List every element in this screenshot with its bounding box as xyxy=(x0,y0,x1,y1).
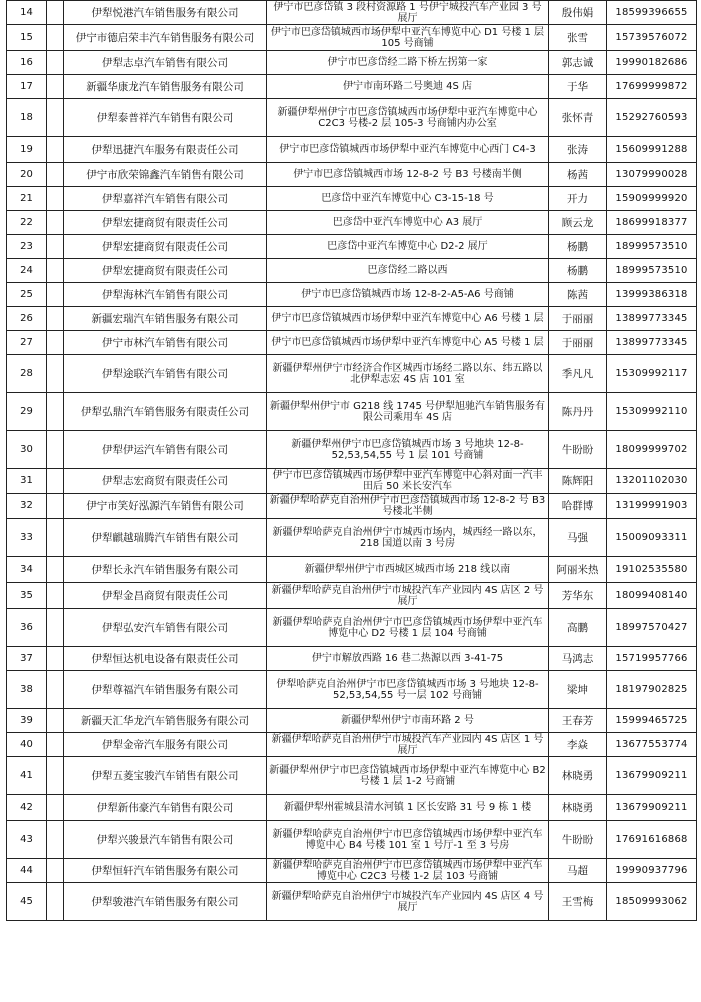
blank-cell xyxy=(47,163,64,187)
blank-cell xyxy=(47,283,64,307)
contact-person: 开力 xyxy=(549,187,607,211)
contact-phone: 15609991288 xyxy=(607,137,697,163)
company-name: 伊犁金帝汽车服务有限公司 xyxy=(64,733,267,757)
blank-cell xyxy=(47,235,64,259)
contact-phone: 18999573510 xyxy=(607,259,697,283)
contact-phone: 15309992117 xyxy=(607,355,697,393)
company-name: 伊犁志卓汽车销售有限公司 xyxy=(64,51,267,75)
table-row xyxy=(7,557,697,583)
row-number: 26 xyxy=(7,307,47,331)
contact-phone: 13899773345 xyxy=(607,331,697,355)
blank-cell xyxy=(47,583,64,609)
table-row xyxy=(7,647,697,671)
dealer-table-body xyxy=(7,1,697,921)
company-address: 伊宁市巴彦岱经二路下桥左拐第一家 xyxy=(267,51,549,75)
contact-person: 牛盼盼 xyxy=(549,431,607,469)
row-number: 37 xyxy=(7,647,47,671)
contact-phone: 18099999702 xyxy=(607,431,697,469)
row-number: 42 xyxy=(7,795,47,821)
row-number: 20 xyxy=(7,163,47,187)
table-row xyxy=(7,733,697,757)
row-number: 45 xyxy=(7,883,47,921)
blank-cell xyxy=(47,709,64,733)
table-row xyxy=(7,821,697,859)
contact-person: 林晓勇 xyxy=(549,795,607,821)
table-row xyxy=(7,51,697,75)
blank-cell xyxy=(47,494,64,519)
company-name: 伊犁悦港汽车销售服务有限公司 xyxy=(64,1,267,25)
company-address: 新疆伊犁州伊宁市巴彦岱镇城西市场伊犁中亚汽车博览中心 B2 号楼 1 层 1-2 号商铺 xyxy=(267,757,549,795)
row-number: 30 xyxy=(7,431,47,469)
contact-person: 张雪 xyxy=(549,25,607,51)
row-number: 14 xyxy=(7,1,47,25)
company-address: 新疆伊犁哈萨克自治州伊宁市城投汽车产业园内 4S 店区 4 号展厅 xyxy=(267,883,549,921)
company-address: 新疆伊犁哈萨克自治州伊宁市巴彦岱镇城西市场伊犁中亚汽车博览中心 B4 号楼 101 室 1 号厅-1 至 3 号房 xyxy=(267,821,549,859)
company-address: 巴彦岱经二路以西 xyxy=(267,259,549,283)
company-address: 新疆伊犁州伊宁市西城区城西市场 218 线以南 xyxy=(267,557,549,583)
company-name: 伊犁尊福汽车销售服务有限公司 xyxy=(64,671,267,709)
table-row xyxy=(7,671,697,709)
contact-phone: 13999386318 xyxy=(607,283,697,307)
contact-person: 于丽丽 xyxy=(549,307,607,331)
contact-person: 马超 xyxy=(549,859,607,883)
company-name: 伊犁五菱宝骏汽车销售有限公司 xyxy=(64,757,267,795)
contact-phone: 18509993062 xyxy=(607,883,697,921)
table-row xyxy=(7,609,697,647)
blank-cell xyxy=(47,557,64,583)
row-number: 35 xyxy=(7,583,47,609)
row-number: 22 xyxy=(7,211,47,235)
company-name: 伊犁海林汽车销售有限公司 xyxy=(64,283,267,307)
contact-person: 杨鹏 xyxy=(549,235,607,259)
table-row xyxy=(7,331,697,355)
row-number: 17 xyxy=(7,75,47,99)
company-name: 伊犁新伟豪汽车销售有限公司 xyxy=(64,795,267,821)
table-row xyxy=(7,137,697,163)
row-number: 38 xyxy=(7,671,47,709)
table-row xyxy=(7,795,697,821)
company-name: 伊犁途联汽车销售有限公司 xyxy=(64,355,267,393)
company-name: 伊犁长永汽车销售服务有限公司 xyxy=(64,557,267,583)
blank-cell xyxy=(47,821,64,859)
table-row xyxy=(7,469,697,494)
company-address: 新疆伊犁州伊宁市南环路 2 号 xyxy=(267,709,549,733)
row-number: 21 xyxy=(7,187,47,211)
blank-cell xyxy=(47,519,64,557)
company-name: 伊犁金昌商贸有限责任公司 xyxy=(64,583,267,609)
contact-phone: 18197902825 xyxy=(607,671,697,709)
company-address: 新疆伊犁州伊宁市经济合作区城西市场经二路以东、纬五路以北伊犁志宏 4S 店 101 室 xyxy=(267,355,549,393)
contact-phone: 15292760593 xyxy=(607,99,697,137)
table-row xyxy=(7,519,697,557)
blank-cell xyxy=(47,431,64,469)
contact-phone: 13679909211 xyxy=(607,795,697,821)
table-row xyxy=(7,709,697,733)
contact-person: 王雪梅 xyxy=(549,883,607,921)
contact-person: 高鹏 xyxy=(549,609,607,647)
contact-phone: 19990182686 xyxy=(607,51,697,75)
table-row xyxy=(7,883,697,921)
company-address: 伊宁市巴彦岱镇城西市场 12-8-2-A5-A6 号商铺 xyxy=(267,283,549,307)
blank-cell xyxy=(47,883,64,921)
blank-cell xyxy=(47,25,64,51)
contact-person: 李焱 xyxy=(549,733,607,757)
contact-person: 芳华东 xyxy=(549,583,607,609)
contact-phone: 19990937796 xyxy=(607,859,697,883)
company-address: 伊宁市巴彦岱镇城西市场伊犁中亚汽车博览中心 A6 号楼 1 层 xyxy=(267,307,549,331)
row-number: 43 xyxy=(7,821,47,859)
blank-cell xyxy=(47,307,64,331)
table-row xyxy=(7,99,697,137)
contact-person: 郭志诚 xyxy=(549,51,607,75)
row-number: 18 xyxy=(7,99,47,137)
company-name: 伊宁市林汽车销售有限公司 xyxy=(64,331,267,355)
contact-person: 马强 xyxy=(549,519,607,557)
table-row xyxy=(7,75,697,99)
contact-person: 陈丹丹 xyxy=(549,393,607,431)
company-address: 伊宁市巴彦岱镇城西市场伊犁中亚汽车博览中心西门 C4-3 xyxy=(267,137,549,163)
contact-person: 马鸿志 xyxy=(549,647,607,671)
contact-person: 季凡凡 xyxy=(549,355,607,393)
contact-phone: 18997570427 xyxy=(607,609,697,647)
company-address: 新疆伊犁哈萨克自治州伊宁市巴彦岱镇城西市场伊犁中亚汽车博览中心 C2C3 号楼 1-2 层 103 号商铺 xyxy=(267,859,549,883)
contact-person: 陈茜 xyxy=(549,283,607,307)
row-number: 23 xyxy=(7,235,47,259)
contact-phone: 17699999872 xyxy=(607,75,697,99)
company-address: 巴彦岱中亚汽车博览中心 A3 展厅 xyxy=(267,211,549,235)
row-number: 40 xyxy=(7,733,47,757)
contact-person: 杨茜 xyxy=(549,163,607,187)
table-row xyxy=(7,25,697,51)
contact-phone: 18099408140 xyxy=(607,583,697,609)
blank-cell xyxy=(47,99,64,137)
blank-cell xyxy=(47,469,64,494)
blank-cell xyxy=(47,51,64,75)
company-name: 新疆华康龙汽车销售服务有限公司 xyxy=(64,75,267,99)
company-name: 伊宁市笑好泓源汽车销售有限公司 xyxy=(64,494,267,519)
company-address: 新疆伊犁哈萨克自治州伊宁市巴彦岱镇城西市场伊犁中亚汽车博览中心 D2 号楼 1 层 104 号商铺 xyxy=(267,609,549,647)
company-address: 伊宁市巴彦岱镇城西市场伊犁中亚汽车博览中心 A5 号楼 1 层 xyxy=(267,331,549,355)
dealer-table xyxy=(6,0,697,921)
row-number: 41 xyxy=(7,757,47,795)
table-row xyxy=(7,259,697,283)
contact-person: 阿丽米热 xyxy=(549,557,607,583)
company-address: 巴彦岱中亚汽车博览中心 C3-15-18 号 xyxy=(267,187,549,211)
blank-cell xyxy=(47,671,64,709)
contact-phone: 13679909211 xyxy=(607,757,697,795)
table-row xyxy=(7,163,697,187)
company-address: 伊宁市巴彦岱镇城西市场 12-8-2 号 B3 号楼南半侧 xyxy=(267,163,549,187)
row-number: 34 xyxy=(7,557,47,583)
table-row xyxy=(7,235,697,259)
blank-cell xyxy=(47,259,64,283)
contact-person: 殷伟娟 xyxy=(549,1,607,25)
company-name: 伊犁嘉祥汽车销售有限公司 xyxy=(64,187,267,211)
table-row xyxy=(7,187,697,211)
contact-phone: 15009093311 xyxy=(607,519,697,557)
contact-phone: 13201102030 xyxy=(607,469,697,494)
contact-phone: 13199991903 xyxy=(607,494,697,519)
blank-cell xyxy=(47,331,64,355)
contact-phone: 18999573510 xyxy=(607,235,697,259)
blank-cell xyxy=(47,757,64,795)
contact-phone: 15719957766 xyxy=(607,647,697,671)
blank-cell xyxy=(47,1,64,25)
company-address: 新疆伊犁哈萨克自治州伊宁市城投汽车产业园内 4S 店区 2 号展厅 xyxy=(267,583,549,609)
row-number: 32 xyxy=(7,494,47,519)
contact-person: 王春芳 xyxy=(549,709,607,733)
contact-phone: 15909999920 xyxy=(607,187,697,211)
company-name: 伊犁麒越瑞腾汽车销售有限公司 xyxy=(64,519,267,557)
company-address: 新疆伊犁州霍城县清水河镇 1 区长安路 31 号 9 栋 1 楼 xyxy=(267,795,549,821)
contact-person: 于丽丽 xyxy=(549,331,607,355)
company-name: 新疆宏瑞汽车销售服务有限公司 xyxy=(64,307,267,331)
company-address: 新疆伊犁州伊宁市巴彦岱镇城西市场 3 号地块 12-8-52,53,54,55 号 1 层 101 号商铺 xyxy=(267,431,549,469)
table-row xyxy=(7,494,697,519)
blank-cell xyxy=(47,609,64,647)
blank-cell xyxy=(47,75,64,99)
company-name: 伊犁兴骏景汽车销售有限公司 xyxy=(64,821,267,859)
contact-person: 哈群博 xyxy=(549,494,607,519)
company-name: 伊犁恒达机电设备有限责任公司 xyxy=(64,647,267,671)
company-address: 新疆伊犁州伊宁市 G218 线 1745 号伊犁旭驰汽车销售服务有限公司乘用车 4S 店 xyxy=(267,393,549,431)
row-number: 44 xyxy=(7,859,47,883)
company-address: 伊宁市南环路二号奥迪 4S 店 xyxy=(267,75,549,99)
contact-phone: 18599396655 xyxy=(607,1,697,25)
row-number: 24 xyxy=(7,259,47,283)
blank-cell xyxy=(47,393,64,431)
contact-phone: 13079990028 xyxy=(607,163,697,187)
contact-person: 顾云龙 xyxy=(549,211,607,235)
table-row xyxy=(7,355,697,393)
company-address: 巴彦岱中亚汽车博览中心 D2-2 展厅 xyxy=(267,235,549,259)
company-address: 伊宁市巴彦岱镇城西市场伊犁中亚汽车博览中心 D1 号楼 1 层 105 号商铺 xyxy=(267,25,549,51)
company-name: 新疆天汇华龙汽车销售服务有限公司 xyxy=(64,709,267,733)
company-name: 伊犁弘鼎汽车销售服务有限责任公司 xyxy=(64,393,267,431)
table-row xyxy=(7,1,697,25)
blank-cell xyxy=(47,733,64,757)
company-address: 伊宁市巴彦岱镇 3 段村资源路 1 号伊宁城投汽车产业园 3 号展厅 xyxy=(267,1,549,25)
company-name: 伊犁伊运汽车销售有限公司 xyxy=(64,431,267,469)
contact-person: 牛盼盼 xyxy=(549,821,607,859)
contact-person: 张涛 xyxy=(549,137,607,163)
blank-cell xyxy=(47,795,64,821)
row-number: 28 xyxy=(7,355,47,393)
company-address: 伊宁市巴彦岱镇城西市场伊犁中亚汽车博览中心斜对面一汽丰田后 50 米长安汽车 xyxy=(267,469,549,494)
row-number: 19 xyxy=(7,137,47,163)
company-address: 伊宁市解放西路 16 巷二热源以西 3-41-75 xyxy=(267,647,549,671)
contact-phone: 13899773345 xyxy=(607,307,697,331)
contact-phone: 18699918377 xyxy=(607,211,697,235)
table-row xyxy=(7,393,697,431)
company-name: 伊犁迅捷汽车服务有限责任公司 xyxy=(64,137,267,163)
table-row xyxy=(7,859,697,883)
contact-phone: 15999465725 xyxy=(607,709,697,733)
company-name: 伊犁弘安汽车销售有限公司 xyxy=(64,609,267,647)
company-name: 伊犁宏捷商贸有限责任公司 xyxy=(64,235,267,259)
row-number: 36 xyxy=(7,609,47,647)
company-address: 新疆伊犁哈萨克自治州伊宁市巴彦岱镇城西市场 12-8-2 号 B3 号楼北半侧 xyxy=(267,494,549,519)
row-number: 33 xyxy=(7,519,47,557)
company-name: 伊犁宏捷商贸有限责任公司 xyxy=(64,211,267,235)
table-row xyxy=(7,283,697,307)
table-row xyxy=(7,757,697,795)
row-number: 25 xyxy=(7,283,47,307)
table-row xyxy=(7,211,697,235)
contact-phone: 19102535580 xyxy=(607,557,697,583)
blank-cell xyxy=(47,137,64,163)
contact-person: 杨鹏 xyxy=(549,259,607,283)
company-name: 伊犁泰普祥汽车销售有限公司 xyxy=(64,99,267,137)
row-number: 29 xyxy=(7,393,47,431)
blank-cell xyxy=(47,187,64,211)
row-number: 15 xyxy=(7,25,47,51)
blank-cell xyxy=(47,859,64,883)
row-number: 27 xyxy=(7,331,47,355)
company-name: 伊犁宏捷商贸有限责任公司 xyxy=(64,259,267,283)
contact-person: 陈辉阳 xyxy=(549,469,607,494)
contact-phone: 17691616868 xyxy=(607,821,697,859)
row-number: 39 xyxy=(7,709,47,733)
contact-person: 于华 xyxy=(549,75,607,99)
row-number: 16 xyxy=(7,51,47,75)
contact-person: 梁坤 xyxy=(549,671,607,709)
contact-phone: 13677553774 xyxy=(607,733,697,757)
table-row xyxy=(7,431,697,469)
table-row xyxy=(7,583,697,609)
blank-cell xyxy=(47,355,64,393)
row-number: 31 xyxy=(7,469,47,494)
company-name: 伊宁市德启荣丰汽车销售服务有限公司 xyxy=(64,25,267,51)
company-name: 伊犁恒轩汽车销售服务有限公司 xyxy=(64,859,267,883)
table-row xyxy=(7,307,697,331)
blank-cell xyxy=(47,647,64,671)
company-address: 新疆伊犁州伊宁市巴彦岱镇城西市场伊犁中亚汽车博览中心 C2C3 号楼-2 层 105-3 号商铺内办公室 xyxy=(267,99,549,137)
contact-person: 张怀青 xyxy=(549,99,607,137)
company-name: 伊犁志宏商贸有限责任公司 xyxy=(64,469,267,494)
company-address: 新疆伊犁哈萨克自治州伊宁市城投汽车产业园内 4S 店区 1 号展厅 xyxy=(267,733,549,757)
contact-phone: 15739576072 xyxy=(607,25,697,51)
company-name: 伊宁市欣荣锦鑫汽车销售有限公司 xyxy=(64,163,267,187)
company-address: 伊犁哈萨克自治州伊宁市巴彦岱镇城西市场 3 号地块 12-8-52,53,54,55 号一层 102 号商铺 xyxy=(267,671,549,709)
contact-phone: 15309992110 xyxy=(607,393,697,431)
company-address: 新疆伊犁哈萨克自治州伊宁市城西市场内，城西经一路以东，218 国道以南 3 号房 xyxy=(267,519,549,557)
contact-person: 林晓勇 xyxy=(549,757,607,795)
blank-cell xyxy=(47,211,64,235)
company-name: 伊犁骏港汽车销售服务有限公司 xyxy=(64,883,267,921)
